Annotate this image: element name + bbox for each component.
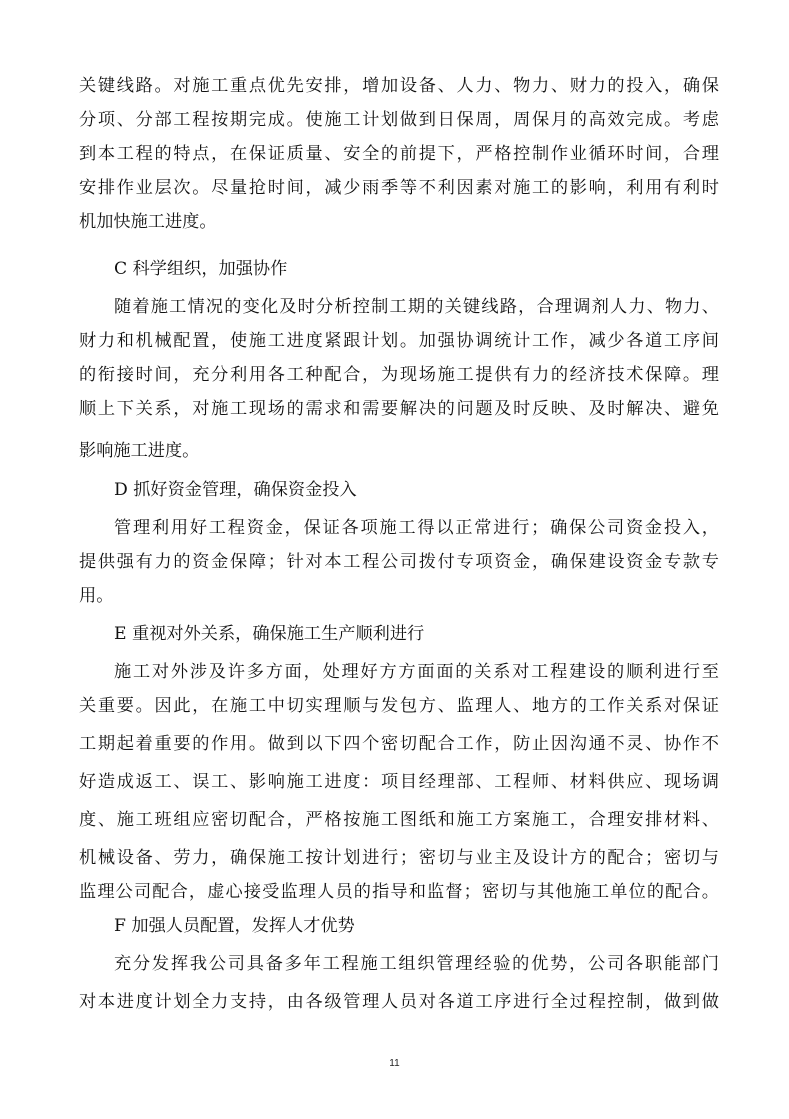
body-text-line: 管理利用好工程资金，保证各项施工得以正常进行；确保公司资金投入， <box>114 518 719 538</box>
body-text-line: 关键线路。对施工重点优先安排，增加设备、人力、物力、财力的投入，确保 <box>79 76 719 96</box>
body-text-line: 用。 <box>79 586 114 606</box>
body-text-line: 机加快施工进度。 <box>79 212 217 232</box>
body-text-line: 到本工程的特点，在保证质量、安全的前提下，严格控制作业循环时间，合理 <box>79 144 719 164</box>
section-heading-d: D 抓好资金管理，确保资金投入 <box>114 480 357 500</box>
body-text-line: 分项、分部工程按期完成。使施工计划做到日保周，周保月的高效完成。考虑 <box>79 110 719 130</box>
section-heading-f: F 加强人员配置，发挥人才优势 <box>114 916 355 936</box>
body-text-line: 施工对外涉及许多方面，处理好方方面面的关系对工程建设的顺利进行至 <box>114 662 719 682</box>
section-heading-c: C 科学组织，加强协作 <box>114 259 288 279</box>
body-text-line: 度、施工班组应密切配合，严格按施工图纸和施工方案施工，合理安排材料、 <box>79 810 719 830</box>
body-text-line: 对本进度计划全力支持，由各级管理人员对各道工序进行全过程控制，做到做 <box>79 992 719 1012</box>
body-text-line: 影响施工进度。 <box>79 441 200 461</box>
body-text-line: 机械设备、劳力，确保施工按计划进行；密切与业主及设计方的配合；密切与 <box>79 848 719 868</box>
body-text-line: 财力和机械配置，使施工进度紧跟计划。加强协调统计工作，减少各道工序间 <box>79 331 719 351</box>
body-text-line: 监理公司配合，虚心接受监理人员的指导和监督；密切与其他施工单位的配合。 <box>79 882 719 902</box>
body-text-line: 的衔接时间，充分利用各工种配合，为现场施工提供有力的经济技术保障。理 <box>79 365 719 385</box>
body-text-line: 工期起着重要的作用。做到以下四个密切配合工作，防止因沟通不灵、协作不 <box>79 734 719 754</box>
body-text-line: 好造成返工、误工、影响施工进度：项目经理部、工程师、材料供应、现场调 <box>79 772 719 792</box>
body-text-line: 提供强有力的资金保障；针对本工程公司拨付专项资金，确保建设资金专款专 <box>79 552 719 572</box>
body-text-line: 关重要。因此，在施工中切实理顺与发包方、监理人、地方的工作关系对保证 <box>79 696 719 716</box>
body-text-line: 随着施工情况的变化及时分析控制工期的关键线路，合理调剂人力、物力、 <box>114 297 719 317</box>
section-heading-e: E 重视对外关系，确保施工生产顺利进行 <box>114 624 425 644</box>
body-text-line: 顺上下关系，对施工现场的需求和需要解决的问题及时反映、及时解决、避免 <box>79 399 719 419</box>
page-number: 11 <box>389 1058 400 1069</box>
body-text-line: 充分发挥我公司具备多年工程施工组织管理经验的优势，公司各职能部门 <box>114 954 719 974</box>
body-text-line: 安排作业层次。尽量抢时间，减少雨季等不利因素对施工的影响，利用有利时 <box>79 178 719 198</box>
